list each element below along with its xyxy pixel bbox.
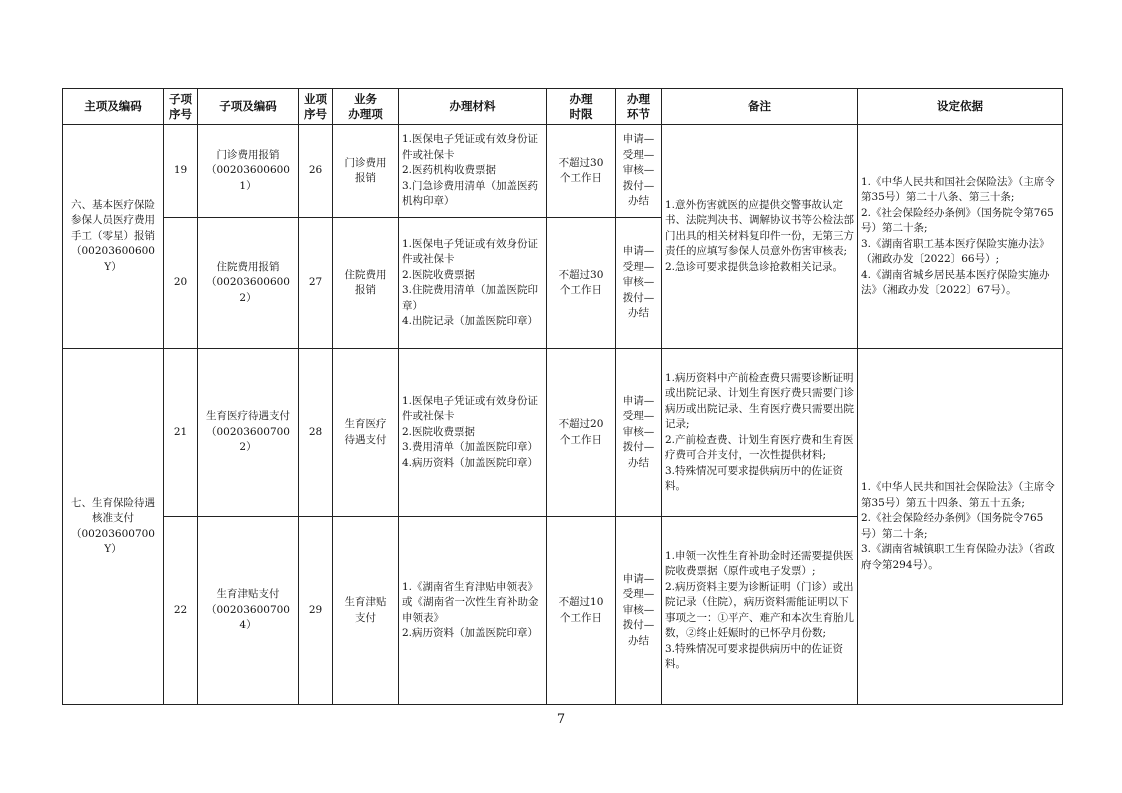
biz-no-cell: 27 (299, 218, 333, 349)
biz-item-cell: 住院费用 报销 (333, 218, 399, 349)
steps-cell: 申请— 受理— 审核— 拨付— 办结 (616, 218, 662, 349)
sub-item-cell: 生育津贴支付 （002036007004） (198, 517, 299, 705)
biz-no-cell: 28 (299, 349, 333, 517)
sub-item-cell: 生育医疗待遇支付 （002036007002） (198, 349, 299, 517)
materials-cell: 1.医保电子凭证或有效身份证件或社保卡 2.医药机构收费票据 3.门急诊费用清单（加盖医药机构印章） (399, 125, 547, 218)
sub-no-cell: 20 (164, 218, 198, 349)
time-limit-cell: 不超过20 个工作日 (547, 349, 616, 517)
sub-no-cell: 19 (164, 125, 198, 218)
steps-cell: 申请— 受理— 审核— 拨付— 办结 (616, 125, 662, 218)
header-steps: 办理 环节 (616, 89, 662, 125)
header-biz-no: 业项 序号 (299, 89, 333, 125)
materials-cell: 1.医保电子凭证或有效身份证件或社保卡 2.医院收费票据 3.费用清单（加盖医院印章） 4.病历资料（加盖医院印章） (399, 349, 547, 517)
header-time-limit: 办理 时限 (547, 89, 616, 125)
sub-item-cell: 住院费用报销 （002036006002） (198, 218, 299, 349)
materials-cell: 1.《湖南省生育津贴申领表》或《湖南省一次性生育补助金申领表》 2.病历资料（加盖医院印章） (399, 517, 547, 705)
biz-item-cell: 生育津贴 支付 (333, 517, 399, 705)
time-limit-cell: 不超过30 个工作日 (547, 218, 616, 349)
header-row (63, 89, 1063, 125)
main-item-cell: 六、基本医疗保险参保人员医疗费用手工（零星）报销 （00203600600Y） (63, 125, 164, 349)
biz-no-cell: 29 (299, 517, 333, 705)
sub-no-cell: 21 (164, 349, 198, 517)
remark-cell: 1.申领一次性生育补助金时还需要提供医院收费票据（原件或电子发票）; 2.病历资料主要为诊断证明（门诊）或出院记录（住院），病历资料需能证明以下事项之一：①平产、难产和本次生育胎儿数，②终止妊娠时的已怀孕月份数; 3.特殊情况可要求提供病历中的佐证资料。 (662, 517, 858, 705)
basis-cell: 1.《中华人民共和国社会保险法》（主席令第35号）第二十八条、第三十条; 2.《社会保险经办条例》（国务院令第765号）第二十条; 3.《湖南省职工基本医疗保险实施办法》（湘政办发〔2022〕66号）; 4.《湖南省城乡居民基本医疗保险实施办法》（湘政办发〔2022〕67号）。 (858, 125, 1063, 349)
header-basis: 设定依据 (858, 89, 1063, 125)
sub-item-cell: 门诊费用报销 （002036006001） (198, 125, 299, 218)
header-biz-item: 业务 办理项 (333, 89, 399, 125)
header-sub-item: 子项及编码 (198, 89, 299, 125)
remark-cell: 1.病历资料中产前检查费只需要诊断证明或出院记录、计划生育医疗费只需要门诊病历或出院记录、生育医疗费只需要出院记录; 2.产前检查费、计划生育医疗费和生育医疗费可合并支付，一次性提供材料; 3.特殊情况可要求提供病历中的佐证资料。 (662, 349, 858, 517)
header-main-item: 主项及编码 (63, 89, 164, 125)
steps-cell: 申请— 受理— 审核— 拨付— 办结 (616, 517, 662, 705)
time-limit-cell: 不超过30 个工作日 (547, 125, 616, 218)
biz-no-cell: 26 (299, 125, 333, 218)
materials-cell: 1.医保电子凭证或有效身份证件或社保卡 2.医院收费票据 3.住院费用清单（加盖医院印章） 4.出院记录（加盖医院印章） (399, 218, 547, 349)
biz-item-cell: 生育医疗 待遇支付 (333, 349, 399, 517)
main-item-cell: 七、生育保险待遇核准支付 （00203600700Y） (63, 349, 164, 705)
table-row (63, 349, 1063, 517)
basis-cell: 1.《中华人民共和国社会保险法》（主席令第35号）第五十四条、第五十五条; 2.《社会保险经办条例》（国务院令765号）第二十条; 3.《湖南省城镇职工生育保险办法》（省政府令第294号）。 (858, 349, 1063, 705)
table-row (63, 125, 1063, 218)
remark-cell: 1.意外伤害就医的应提供交警事故认定书、法院判决书、调解协议书等公检法部门出具的相关材料复印件一份，无第三方责任的应填写参保人员意外伤害审核表; 2.急诊可要求提供急诊抢救相关记录。 (662, 125, 858, 349)
steps-cell: 申请— 受理— 审核— 拨付— 办结 (616, 349, 662, 517)
procedure-table (62, 88, 1063, 705)
sub-no-cell: 22 (164, 517, 198, 705)
biz-item-cell: 门诊费用 报销 (333, 125, 399, 218)
header-materials: 办理材料 (399, 89, 547, 125)
header-remark: 备注 (662, 89, 858, 125)
header-sub-no: 子项 序号 (164, 89, 198, 125)
time-limit-cell: 不超过10 个工作日 (547, 517, 616, 705)
page-number: 7 (556, 712, 566, 727)
